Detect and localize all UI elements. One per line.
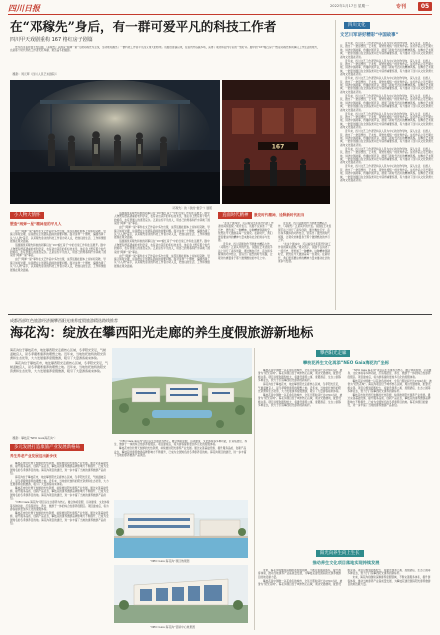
sidebar-text-7: 近年来，四川文艺工作者坚持以人民为中心的创作导向，深入生活、扎根人民，推出了一批思想性、艺术性、观赏性相统一的优秀作品。这些作品立足巴蜀大地，讲述中国故事，传播中国声音，展现了新时代四川的精神风貌。在舞台艺术领域，一批原创剧目在全国各类评比中获得重要奖项，有力推动了四川从文化资源大省向文化强省迈进。 xyxy=(340,147,434,165)
lower-photo-resort xyxy=(112,348,252,434)
masthead-logo: 四川日报 xyxy=(8,3,40,13)
lower-title: 海花沟：绽放在攀西阳光走廊的养生度假旅游新地标 xyxy=(10,326,314,341)
lower-mid-text-2: 攀枝花市依托得天独厚的光热资源，持续推进阳光康养产业发展。通过完善基础设施、提升服务品质、创新产品业态，攀枝花的康养旅游品牌影响力不断提升，已成为全国知名的冬季康养目的地。海花沟项目的建设，进一步丰富了当地的康养旅游产品供给。 xyxy=(114,447,247,458)
section-divider xyxy=(8,314,432,315)
resort-aerial-image xyxy=(112,348,252,434)
lower-photo-pool xyxy=(114,500,248,558)
lower-mid-body xyxy=(114,440,248,498)
lower-lead xyxy=(10,348,108,430)
lower-right-text-1d: “NEO Gaia 海花沟”项目以生态康养为核心，融合休闲度假、运动健身、文化体验等多种功能，打造集居住、养生、旅游于一体的综合性康养度假区。项目建成后，将为游客提供更加多元化的度假体验。 xyxy=(347,369,432,379)
lower-right-text-2a: 未来，海花沟将继续深耕康养度假领域，不断完善服务体系，提升游客体验，推动当地康养产业高质量发展，为攀枝花建设国际阳光康养旅游目的地贡献力量。 xyxy=(258,569,341,579)
masthead-rule xyxy=(8,14,432,15)
feature-title: 在“邓稼先”身后，有一群可爱平凡的科技工作者 xyxy=(10,19,277,34)
feature-photo-caption: 〔邓稼先〕的《我的“数字”》剧照 xyxy=(170,206,213,210)
col1-text-2: 话剧围绕邓稼先和他的同事们在“167格红房子”中的日常工作和生活展开。剧中人物既有德高望重的老科学家，也有初出茅庐的年轻技术员，他们身上既有那个时代的烙印，也有普通人的喜怒哀乐。正是这些平凡的人，用自己的青春和汗水铸就了国家的“两弹一星”事业。 xyxy=(10,244,106,258)
lower-mid-caption-2: “NEO Gaia 海花沟”营销中心效果图 xyxy=(150,625,196,629)
red-house-scene-image xyxy=(222,80,330,204)
svg-text:167: 167 xyxy=(271,143,285,151)
lower-right-body-2 xyxy=(258,569,432,631)
sidebar-head: 文艺川军讲好精彩“中国故事” xyxy=(340,33,399,38)
lower-right-text-1b: 海花沟位于攀枝花市，地处攀西阳光走廊核心区域，冬季阳光充足，气候温暖宜人，是冬季避寒康养的理想之地。近年来，当地依托独特的阳光资源和生态优势，大力发展康养度假旅游，吸引了大量游客前来体验。 xyxy=(258,383,341,394)
col1-body xyxy=(10,230,108,310)
sidebar-tag: 四川文化 xyxy=(344,22,370,29)
col2-text-3: 话剧围绕邓稼先和他的同事们在“167格红房子”中的日常工作和生活展开。剧中人物既有德高望重的老科学家，也有初出茅庐的年轻技术员，他们身上既有那个时代的烙印，也有普通人的喜怒哀乐。正是这些平凡的人，用自己的青春和汗水铸就了国家的“两弹一星”事业。 xyxy=(114,240,210,254)
sidebar-body xyxy=(340,42,434,308)
col2-text-4: 由于“两弹一星”事件在文艺作品中多次出现，这部话剧在剧本上该如何突破，导演又如何处理，这是摆在主创团队面前的首要问题。面对这样一个题材，编剧选择了从“小人物”着手，以邓稼先身边的科技工作者为切入点，把他们的生活、工作和情感展现在观众面前。 xyxy=(114,254,211,268)
lower-right-divider xyxy=(254,348,255,630)
lower-photo-caption: 〔摄影：攀枝花“NEO Gaia海花沟”〕 xyxy=(10,436,57,440)
lower-left-body xyxy=(10,462,110,630)
sidebar-text-6: 近年来，四川文艺工作者坚持以人民为中心的创作导向，深入生活、扎根人民，推出了一批思想性、艺术性、观赏性相统一的优秀作品。这些作品立足巴蜀大地，讲述中国故事，传播中国声音，展现了新时代四川的精神风貌。在舞台艺术领域，一批原创剧目在全国各类评比中获得重要奖项，有力推动了四川从文化资源大省向文化强省迈进。 xyxy=(340,130,434,147)
feature-byline: 〔摄影：周元辉（四川人民艺术剧院）〕 xyxy=(10,72,59,76)
lower-left-text-4: “NEO Gaia 海花沟”项目以生态康养为核心，融合休闲度假、运动健身、文化体验等多种功能，打造集居住、养生、旅游于一体的综合性康养度假区。项目建成后，将为游客提供更加多元化的度假体验。 xyxy=(10,501,110,512)
page-number: 05 xyxy=(418,2,432,11)
lower-mid-caption-1: “NEO Gaia 海花沟”项目效果图 xyxy=(150,559,190,563)
sidebar-text-2: 近年来，四川文艺工作者坚持以人民为中心的创作导向，深入生活、扎根人民，推出了一批思想性、艺术性、观赏性相统一的优秀作品。这些作品立足巴蜀大地，讲述中国故事，传播中国声音，展现了新时代四川的精神风貌。在舞台艺术领域，一批原创剧目在全国各类评比中获得重要奖项，有力推动了四川从文化资源大省向文化强省迈进。 xyxy=(340,59,434,77)
feature-photo-red-house xyxy=(222,80,330,204)
lower-lead-text-2: 海花沟位于攀枝花市，地处攀西阳光走廊核心区域，冬季阳光充足，气候温暖宜人，是冬季避寒康养的理想之地。近年来，当地依托独特的阳光资源和生态优势，大力发展康养度假旅游，吸引了大量游客前来体验。 xyxy=(10,360,108,373)
feature-subtitle: 四川甲天戏剧重构 167 格红房子剧篇 xyxy=(10,37,93,43)
lower-right-text-1e: 攀枝花是中国唯一以花命名的城市，全年日照时间长达2700小时，被誉为“阳光花城”。海花沟项目位于城市核心区域，周边交通便利，配套设施完善。项目总规划面积较大，将建设康养公寓、度假酒店、生态公园等多种业态，致力于打造攀西阳光康养的新标杆。 xyxy=(347,379,432,394)
lower-right-text-1c: 攀枝花是中国唯一以花命名的城市，全年日照时间长达2700小时，被誉为“阳光花城”。海花沟项目位于城市核心区域，周边交通便利，配套设施完善。项目总规划面积较大，将建设康养公寓、度假酒店、生态公园等多种业态，致力于打造攀西阳光康养的新标杆。 xyxy=(258,394,343,408)
sidebar-divider xyxy=(335,20,336,310)
lower-left-text-2: 海花沟位于攀枝花市，地处攀西阳光走廊核心区域，冬季阳光充足，气候温暖宜人，是冬季避寒康养的理想之地。近年来，当地依托独特的阳光资源和生态优势，大力发展康养度假旅游，吸引了大量游客前来体验。 xyxy=(10,476,109,487)
masthead xyxy=(0,0,440,16)
lower-right-head-2: 推动养生文化项目落地实现持续发展 xyxy=(312,560,380,565)
pool-villa-image xyxy=(114,500,248,558)
lower-right-text-1a: 攀枝花是中国唯一以花命名的城市，全年日照时间长达2700小时，被誉为“阳光花城”。海花沟项目位于城市核心区域，周边交通便利，配套设施完善。项目总规划面积较大，将建设康养公寓、度假酒店、生态公园等多种业态，致力于打造攀西阳光康养的新标杆。 xyxy=(258,369,343,383)
col3-text-2: 近年来，四川话剧创作不断推出精品力作，《邓稼先》正是其中的代表。该剧在艺术表现手法上进行了诸多创新，通过舞台灯光、音乐和多媒体的巧妙结合，营造出了强烈的时代氛围，让观众仿佛置身于那个激情燃烧的岁月之中。 xyxy=(218,243,273,260)
masthead-date: 2022年1月17日 星期一 xyxy=(330,4,369,8)
sidebar-text-1: 近年来，四川文艺工作者坚持以人民为中心的创作导向，深入生活、扎根人民，推出了一批思想性、艺术性、观赏性相统一的优秀作品。这些作品立足巴蜀大地，讲述中国故事，传播中国声音，展现了新时代四川的精神风貌。在舞台艺术领域，一批原创剧目在全国各类评比中获得重要奖项，有力推动了四川从文化资源大省向文化强省迈进。 xyxy=(340,42,434,59)
col1-head: 塑造“两弹一星”精神里的平凡人 xyxy=(10,222,62,226)
feature-intro-text: 作为四川省原创大型话剧，《邓稼先》以国家“两弹一星”元勋邓稼先为主线，生动地刻画出了一群科技工作者平凡而又伟大的形象。该剧自首演以来，在省内外巡演多场，获得了观众和业内专家的一致好评。剧中的“167格红房子”既是邓稼先和同事们工作生活的地方，也是那个时代科技工作者无私奉献、艰苦奋斗的缩影。 xyxy=(10,46,320,53)
feature-intro xyxy=(10,46,320,69)
col3-body xyxy=(218,222,274,310)
lower-kicker: 成都西部红色旅游经济圈攀西阳光康养度假旅游精选路线推荐 xyxy=(10,318,118,323)
sidebar-text-8: 近年来，四川文艺工作者坚持以人民为中心的创作导向，深入生活、扎根人民，推出了一批思想性、艺术性、观赏性相统一的优秀作品。这些作品立足巴蜀大地，讲述中国故事，传播中国声音，展现了新时代四川的精神风貌。在舞台艺术领域，一批原创剧目在全国各类评比中获得重要奖项，有力推动了四川从文化资源大省向文化强省迈进。 xyxy=(340,165,434,182)
feature-photo-stage xyxy=(10,80,220,204)
lower-right-tag-2: 阳光向养生向上生长 xyxy=(316,550,364,557)
col4-text-2: “在这个剧本中，可以看到当年那代科技工作者的真实面貌。”观众表示，该剧不仅讲述了一段历史，更传递了一种精神。这种精神穿越时空，依然在今天激励着每一位观众。在新时代，我们更需要这样的精神力量来推动社会的进步与发展。 xyxy=(278,243,332,264)
lower-right-tag-1: 攀西阳光走廊 xyxy=(316,350,350,357)
lower-left-text-5: 攀枝花市依托得天独厚的光热资源，持续推进阳光康养产业发展。通过完善基础设施、提升服务品质、创新产品业态，攀枝花的康养旅游品牌影响力不断提升，已成为全国知名的冬季康养目的地。海花沟项目的建设，进一步丰富了当地的康养旅游产品供给。 xyxy=(10,512,109,526)
lower-left-head: 养生养老产业发展迈出新步伐 xyxy=(10,454,57,458)
masthead-section: 专刊 xyxy=(396,4,407,10)
lower-lead-text-1: 海花沟位于攀枝花市，地处攀西阳光走廊核心区域，冬季阳光充足，气候温暖宜人，是冬季避寒康养的理想之地。近年来，当地依托独特的阳光资源和生态优势，大力发展康养度假旅游，吸引了大量游客前来体验。 xyxy=(10,348,107,360)
lower-left-text-3: 攀枝花市依托得天独厚的光热资源，持续推进阳光康养产业发展。通过完善基础设施、提升服务品质、创新产品业态，攀枝花的康养旅游品牌影响力不断提升，已成为全国知名的冬季康养目的地。海花沟项目的建设，进一步丰富了当地的康养旅游产品供给。 xyxy=(10,487,109,501)
col1-tag: 小人物大情怀 xyxy=(10,212,44,219)
sidebar-text-5: 近年来，四川文艺工作者坚持以人民为中心的创作导向，深入生活、扎根人民，推出了一批思想性、艺术性、观赏性相统一的优秀作品。这些作品立足巴蜀大地，讲述中国故事，传播中国声音，展现了新时代四川的精神风貌。在舞台艺术领域，一批原创剧目在全国各类评比中获得重要奖项，有力推动了四川从文化资源大省向文化强省迈进。 xyxy=(340,112,434,130)
lower-photo-sales-center xyxy=(114,565,248,623)
col3-head: 激发时代精神，诠释新时代担当 xyxy=(254,213,305,217)
lower-right-text-2c: 未来，海花沟将继续深耕康养度假领域，不断完善服务体系，提升游客体验，推动当地康养产业高质量发展，为攀枝花建设国际阳光康养旅游目的地贡献力量。 xyxy=(347,576,431,587)
sales-center-image xyxy=(114,565,248,623)
sidebar-text-4: 近年来，四川文艺工作者坚持以人民为中心的创作导向，深入生活、扎根人民，推出了一批思想性、艺术性、观赏性相统一的优秀作品。这些作品立足巴蜀大地，讲述中国故事，传播中国声音，展现了新时代四川的精神风貌。在舞台艺术领域，一批原创剧目在全国各类评比中获得重要奖项，有力推动了四川从文化资源大省向文化强省迈进。 xyxy=(340,94,434,112)
lower-mid-text-1: “NEO Gaia 海花沟”项目以生态康养为核心，融合休闲度假、运动健身、文化体验等多种功能，打造集居住、养生、旅游于一体的综合性康养度假区。项目建成后，将为游客提供更加多元化的度假体验。 xyxy=(114,440,248,447)
lower-right-body-1 xyxy=(258,369,432,545)
col4-body xyxy=(278,222,332,310)
col4-text-1: 近年来，四川话剧创作不断推出精品力作，《邓稼先》正是其中的代表。该剧在艺术表现手法上进行了诸多创新，通过舞台灯光、音乐和多媒体的巧妙结合，营造出了强烈的时代氛围，让观众仿佛置身于那个激情燃烧的岁月之中。 xyxy=(278,222,332,243)
col2-body xyxy=(114,212,212,310)
col1-text-3: 由于“两弹一星”事件在文艺作品中多次出现，这部话剧在剧本上该如何突破，导演又如何处理，这是摆在主创团队面前的首要问题。面对这样一个题材，编剧选择了从“小人物”着手，以邓稼先身边的科技工作者为切入点，把他们的生活、工作和情感展现在观众面前。 xyxy=(10,258,107,272)
lower-left-tag: 多元发展打造康旅产业发展新格局 xyxy=(10,444,84,451)
sidebar-text-3: 近年来，四川文艺工作者坚持以人民为中心的创作导向，深入生活、扎根人民，推出了一批思想性、艺术性、观赏性相统一的优秀作品。这些作品立足巴蜀大地，讲述中国故事，传播中国声音，展现了新时代四川的精神风貌。在舞台艺术领域，一批原创剧目在全国各类评比中获得重要奖项，有力推动了四川从文化资源大省向文化强省迈进。 xyxy=(340,77,434,94)
lower-left-text-1: 攀枝花市依托得天独厚的光热资源，持续推进阳光康养产业发展。通过完善基础设施、提升服务品质、创新产品业态，攀枝花的康养旅游品牌影响力不断提升，已成为全国知名的冬季康养目的地。海花沟项目的建设，进一步丰富了当地的康养旅游产品供给。 xyxy=(10,462,109,476)
lower-right-head-1: 攀枝花养生文化再添“NEO Gaia海花沟”坐标 xyxy=(302,360,390,365)
col3-text-1: “在这个剧本中，可以看到当年那代科技工作者的真实面貌。”观众表示，该剧不仅讲述了一段历史，更传递了一种精神。这种精神穿越时空，依然在今天激励着每一位观众。在新时代，我们更需要这样的精神力量来推动社会的进步与发展。 xyxy=(218,222,274,243)
stage-scene-image xyxy=(10,80,220,204)
col1-text-1: 由于“两弹一星”事件在文艺作品中多次出现，这部话剧在剧本上该如何突破，导演又如何处理，这是摆在主创团队面前的首要问题。面对这样一个题材，编剧选择了从“小人物”着手，以邓稼先身边的科技工作者为切入点，把他们的生活、工作和情感展现在观众面前。 xyxy=(10,230,107,244)
lower-right-text-1f: 攀枝花市依托得天独厚的光热资源，持续推进阳光康养产业发展。通过完善基础设施、提升服务品质、创新产品业态，攀枝花的康养旅游品牌影响力不断提升，已成为全国知名的冬季康养目的地。海花沟项目的建设，进一步丰富了当地的康养旅游产品供给。 xyxy=(347,394,431,408)
col2-text-2: 由于“两弹一星”事件在文艺作品中多次出现，这部话剧在剧本上该如何突破，导演又如何处理，这是摆在主创团队面前的首要问题。面对这样一个题材，编剧选择了从“小人物”着手，以邓稼先身边的科技工作者为切入点，把他们的生活、工作和情感展现在观众面前。 xyxy=(114,226,211,240)
col2-text-1: 话剧围绕邓稼先和他的同事们在“167格红房子”中的日常工作和生活展开。剧中人物既有德高望重的老科学家，也有初出茅庐的年轻技术员，他们身上既有那个时代的烙印，也有普通人的喜怒哀乐。正是这些平凡的人，用自己的青春和汗水铸就了国家的“两弹一星”事业。 xyxy=(114,212,210,226)
col3-tag: 直面时代精神 xyxy=(218,212,252,219)
lower-right-text-2b: 攀枝花是中国唯一以花命名的城市，全年日照时间长达2700小时，被誉为“阳光花城”。海花沟项目位于城市核心区域，周边交通便利，配套设施完善。项目总规划面积较大，将建设康养公寓、度假酒店、生态公园等多种业态，致力于打造攀西阳光康养的新标杆。 xyxy=(258,569,431,587)
